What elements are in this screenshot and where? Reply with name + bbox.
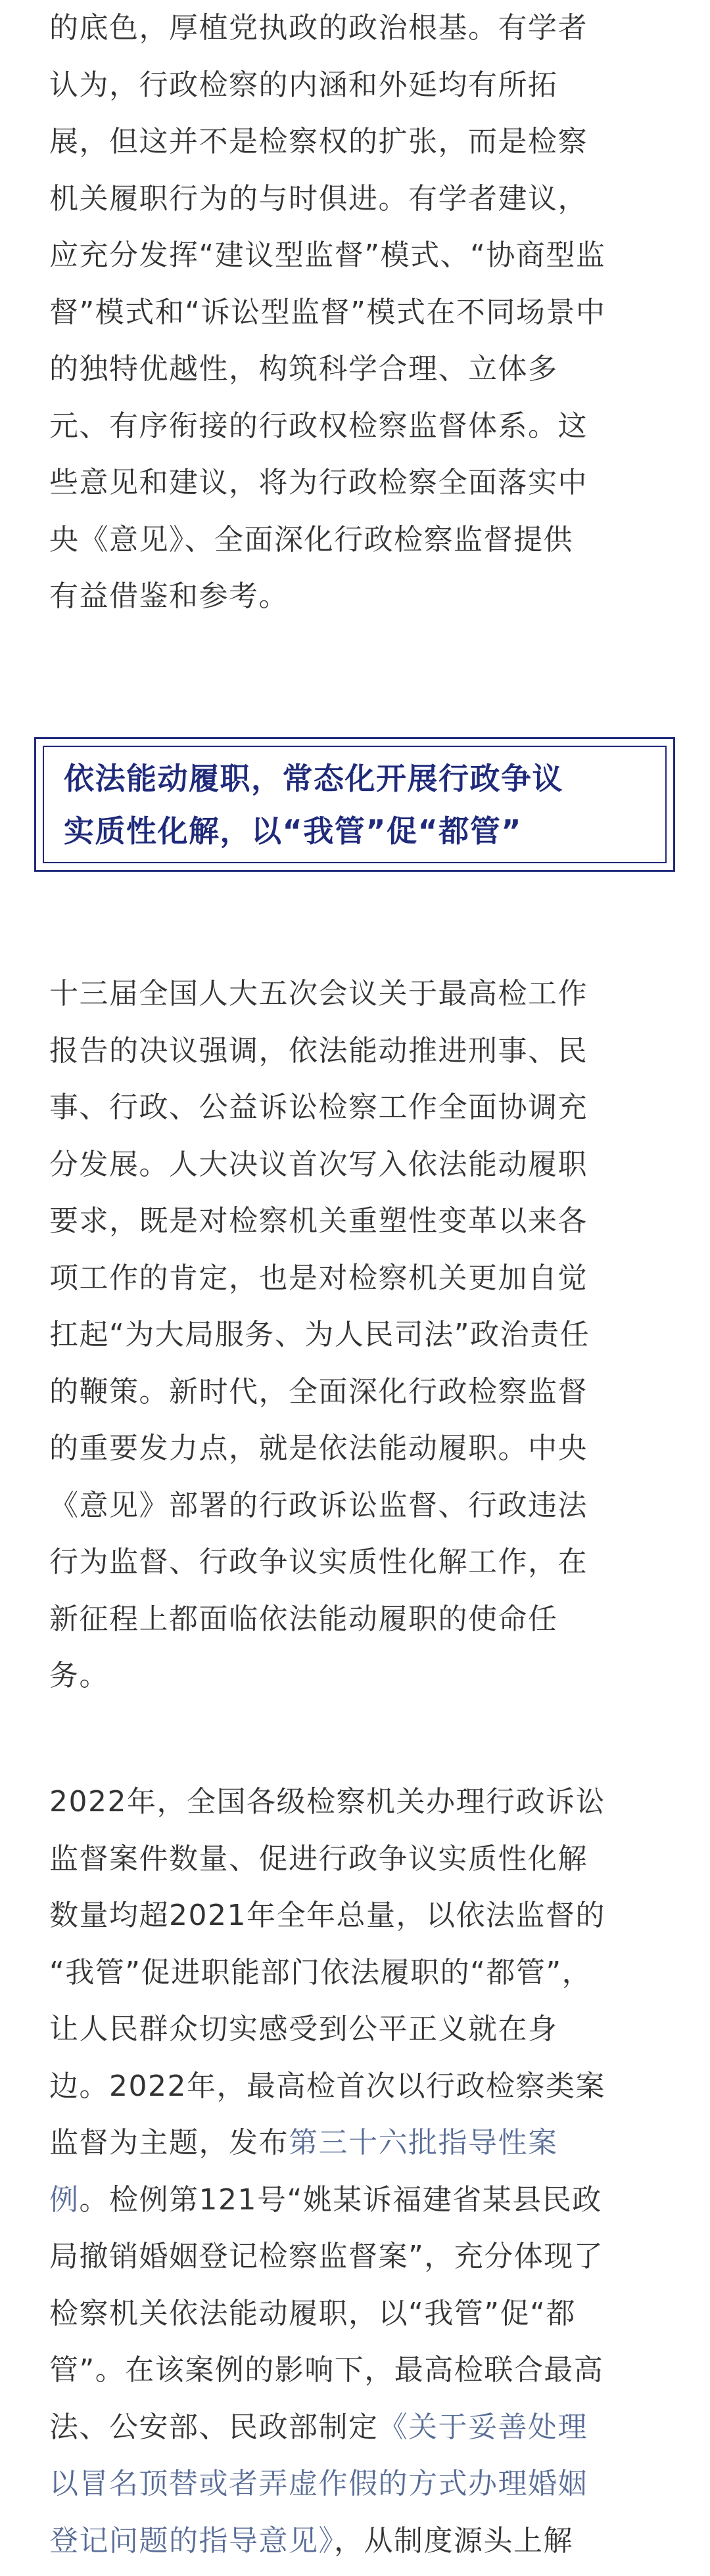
text-line: 让人民群众切实感受到公平正义就在身 [49, 2012, 558, 2046]
text-line: 项工作的肯定，也是对检察机关更加自觉 [49, 1261, 588, 1295]
text-line [49, 2115, 664, 2172]
text-line: 分发展。人大决议首次写入依法能动履职 [49, 1147, 588, 1181]
text-segment: ，从制度源头上解 [334, 2523, 573, 2558]
text-segment: 法、公安部、民政部制定 [49, 2410, 379, 2444]
guiding-cases-link[interactable]: 第三十六批指导性案 [289, 2126, 558, 2159]
guidance-opinion-link-continued[interactable]: 以冒名顶替或者弄虚作假的方式办理婚姻 [49, 2467, 588, 2500]
text-line: 边。2022年，最高检首次以行政检察类案 [49, 2069, 605, 2103]
text-line: 机关履职行为的与时俱进。有学者建议， [49, 181, 588, 215]
text-line: 应充分发挥“建议型监督”模式、“协商型监 [49, 238, 606, 272]
paragraph-3 [49, 1774, 664, 2569]
guiding-cases-link-continued[interactable]: 例 [49, 2182, 80, 2217]
text-line: 2022年，全国各级检察机关办理行政诉讼 [49, 1785, 605, 1819]
heading-line: 实质性化解，以“我管”促“都管” [64, 813, 522, 849]
guidance-opinion-link-end[interactable]: 登记问题的指导意见》 [49, 2523, 334, 2558]
text-line: 的重要发力点，就是依法能动履职。中央 [49, 1432, 588, 1465]
text-line: 检察机关依法能动履职，以“我管”促“都 [49, 2296, 576, 2330]
text-line: 元、有序衔接的行政权检察监督体系。这 [49, 409, 588, 443]
text-line: 的底色，厚植党执政的政治根基。有学者 [49, 11, 588, 45]
text-line: 央《意见》、全面深化行政检察监督提供 [49, 522, 573, 556]
text-line: 十三届全国人大五次会议关于最高检工作 [49, 977, 588, 1010]
text-line: 些意见和建议，将为行政检察全面落实中 [49, 466, 588, 499]
text-line: 新征程上都面临依法能动履职的使命任 [49, 1602, 558, 1636]
section-heading [64, 752, 655, 857]
text-line: 的鞭策。新时代，全面深化行政检察监督 [49, 1374, 588, 1409]
text-segment: 。检例第121号“姚某诉福建省某县民政 [79, 2182, 602, 2217]
text-line [49, 2456, 664, 2513]
text-line [49, 2172, 664, 2229]
text-line: 的独特优越性，构筑科学合理、立体多 [49, 352, 558, 386]
text-line: 要求，既是对检察机关重塑性变革以来各 [49, 1204, 588, 1238]
text-line: 管”。在该案例的影响下，最高检联合最高 [49, 2353, 604, 2387]
text-line: 行为监督、行政争议实质性化解工作，在 [49, 1545, 588, 1579]
text-line: 数量均超2021年全年总量，以依法监督的 [49, 1899, 605, 1932]
text-line: 报告的决议强调，依法能动推进刑事、民 [49, 1033, 588, 1068]
text-line: 事、行政、公益诉讼检察工作全面协调充 [49, 1091, 588, 1124]
text-line: 展，但这并不是检察权的扩张，而是检察 [49, 125, 588, 158]
paragraph-1 [49, 0, 664, 625]
text-line: 有益借鉴和参考。 [49, 579, 289, 613]
text-line: 认为，行政检察的内涵和外延均有所拓 [49, 68, 558, 102]
text-line: 督”模式和“诉讼型监督”模式在不同场景中 [49, 295, 606, 329]
text-line: 务。 [49, 1659, 109, 1692]
text-line: 局撤销婚姻登记检察监督案”，充分体现了 [49, 2240, 604, 2273]
text-line: 监督案件数量、促进行政争议实质性化解 [49, 1842, 588, 1876]
guidance-opinion-link[interactable]: 《关于妥善处理 [378, 2410, 588, 2444]
paragraph-2 [49, 966, 664, 1705]
text-line [49, 2513, 664, 2570]
text-line: 《意见》部署的行政诉讼监督、行政违法 [49, 1488, 588, 1522]
text-line: 扛起“为大局服务、为人民司法”政治责任 [49, 1318, 590, 1351]
text-segment: 监督为主题，发布 [49, 2126, 289, 2159]
heading-line: 依法能动履职，常态化开展行政争议 [64, 761, 563, 796]
text-line: “我管”促进职能部门依法履职的“都管”， [49, 1955, 592, 1989]
text-line [49, 2399, 664, 2456]
section-heading-box [34, 737, 675, 872]
